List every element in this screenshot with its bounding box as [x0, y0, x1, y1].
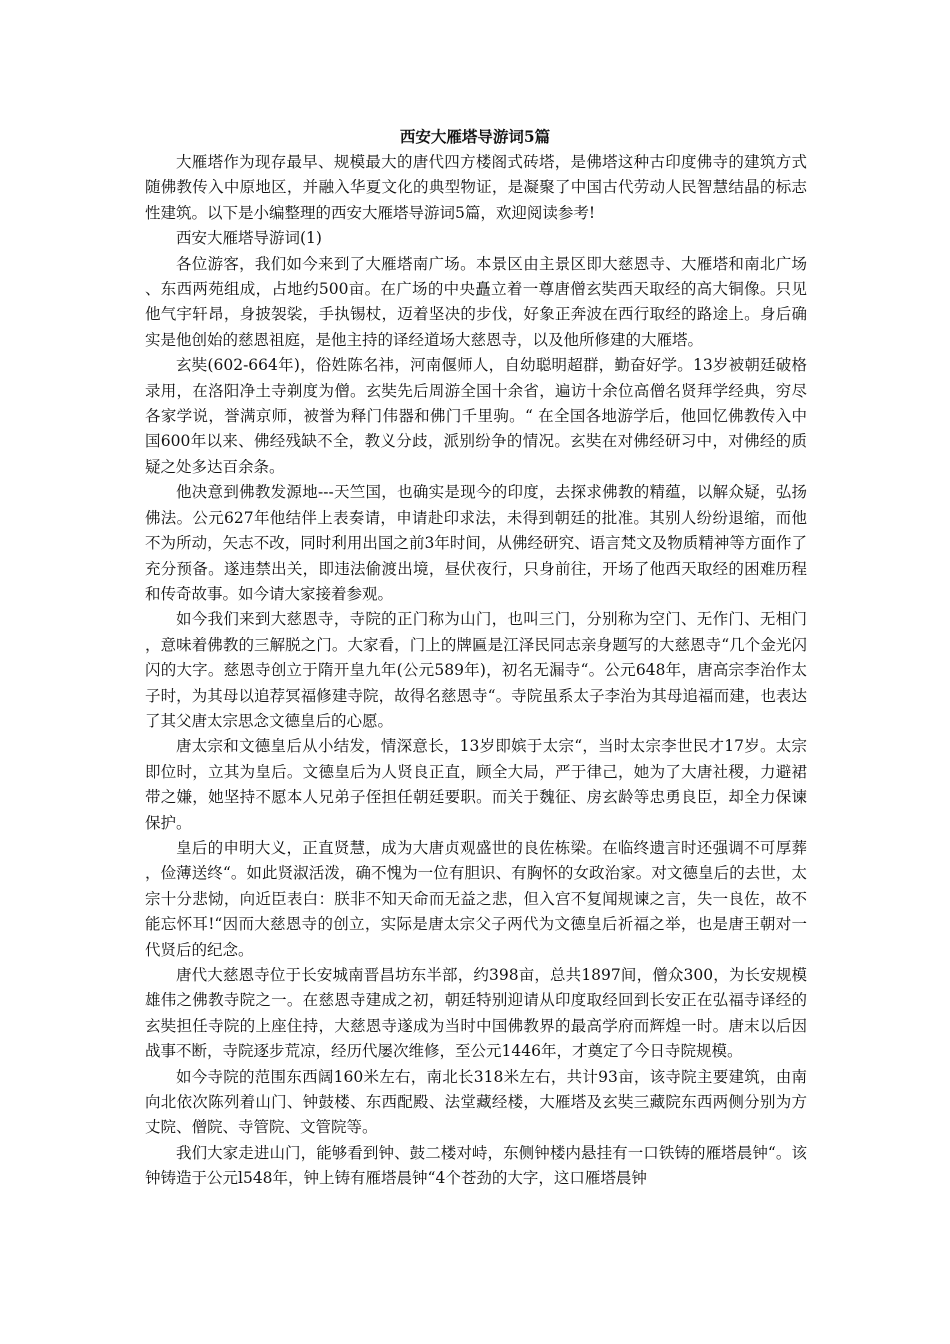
body-paragraph-8: 如今寺院的范围东西阔160米左右，南北长318米左右，共计93亩，该寺院主要建筑，由南向北依次陈列着山门、钟鼓楼、东西配殿、法堂藏经楼，大雁塔及玄奘三藏院东西两侧分别为方丈院、僧院、寺管院、文管院等。 [145, 1067, 807, 1137]
body-paragraph-2: 玄奘(602-664年)，俗姓陈名祎，河南偃师人，自幼聪明超群，勤奋好学。13岁被朝廷破格录用，在洛阳净土寺剃度为僧。玄奘先后周游全国十余省，遍访十余位高僧名贤拜学经典，穷尽各家学说，誉满京师，被誉为释门伟器和佛门千里驹。“ 在全国各地游学后，他回忆佛教传入中国600年以来、佛经残缺不全，教义分歧，派别纷争的情况。玄奘在对佛经研习中，对佛经的质疑之处多达百余条。 [145, 356, 807, 476]
body-paragraph-4: 如今我们来到大慈恩寺，寺院的正门称为山门，也叫三门，分别称为空门、无作门、无相门，意味着佛教的三解脱之门。大家看，门上的牌匾是江泽民同志亲身题写的大慈恩寺“几个金光闪闪的大字。慈恩寺创立于隋开皇九年(公元589年)，初名无漏寺“。公元648年，唐高宗李治作太子时，为其母以追荐冥福修建寺院，故得名慈恩寺“。寺院虽系太子李治为其母追福而建，也表达了其父唐太宗思念文德皇后的心愿。 [145, 610, 807, 730]
body-paragraph-1: 各位游客，我们如今来到了大雁塔南广场。本景区由主景区即大慈恩寺、大雁塔和南北广场、东西两苑组成，占地约500亩。在广场的中央矗立着一尊唐僧玄奘西天取经的高大铜像。只见他气宇轩昂，身披袈裟，手执锡杖，迈着坚决的步伐，好象正奔波在西行取经的路途上。身后确实是他创始的慈恩祖庭，是他主持的译经道场大慈恩寺，以及他所修建的大雁塔。 [145, 254, 807, 349]
body-paragraph-5: 唐太宗和文德皇后从小结发，情深意长，13岁即嫔于太宗“，当时太宗李世民才17岁。太宗即位时，立其为皇后。文德皇后为人贤良正直，顾全大局，严于律己，她为了大唐社稷，力避裙带之嫌，她坚持不愿本人兄弟子侄担任朝廷要职。而关于魏征、房玄龄等忠勇良臣，却全力保谏保护。 [145, 737, 807, 832]
intro-paragraph: 大雁塔作为现存最早、规模最大的唐代四方楼阁式砖塔，是佛塔这种古印度佛寺的建筑方式随佛教传入中原地区，并融入华夏文化的典型物证，是凝聚了中国古代劳动人民智慧结晶的标志性建筑。以下是小编整理的西安大雁塔导游词5篇，欢迎阅读参考! [145, 153, 807, 222]
body-paragraph-6: 皇后的申明大义，正直贤慧，成为大唐贞观盛世的良佐栋梁。在临终遗言时还强调不可厚葬，俭薄送终“。如此贤淑活泼，确不愧为一位有胆识、有胸怀的女政治家。对文德皇后的去世，太宗十分悲恸，向近臣表白：朕非不知天命而无益之悲，但入宫不复闻规谏之言，失一良佐，故不能忘怀耳!“因而大慈恩寺的创立，实际是唐太宗父子两代为文德皇后祈福之举，也是唐王朝对一代贤后的纪念。 [145, 838, 807, 959]
document-body [145, 150, 807, 1192]
body-paragraph-9: 我们大家走进山门，能够看到钟、鼓二楼对峙，东侧钟楼内悬挂有一口铁铸的雁塔晨钟“。该钟铸造于公元l548年，钟上铸有雁塔晨钟“4个苍劲的大字，这口雁塔晨钟 [145, 1143, 807, 1188]
document-title: 西安大雁塔导游词5篇 [399, 127, 551, 146]
body-paragraph-7: 唐代大慈恩寺位于长安城南晋昌坊东半部，约398亩，总共1897间，僧众300，为长安规模雄伟之佛教寺院之一。在慈恩寺建成之初，朝廷特别迎请从印度取经回到长安正在弘福寺译经的玄奘担任寺院的上座住持，大慈恩寺遂成为当时中国佛教界的最高学府而辉煌一时。唐末以后因战事不断，寺院逐步荒凉，经历代屡次维修，至公元1446年，才奠定了今日寺院规模。 [145, 966, 807, 1061]
body-paragraph-3: 他决意到佛教发源地---天竺国，也确实是现今的印度，去探求佛教的精蕴，以解众疑，弘扬佛法。公元627年他结伴上表奏请，申请赴印求法，未得到朝廷的批准。其别人纷纷退缩，而他不为所动，矢志不改，同时利用出国之前3年时间，从佛经研究、语言梵文及物质精神等方面作了充分预备。遂违禁出关，即违法偷渡出境，昼伏夜行，只身前往，开场了他西天取经的困难历程和传奇故事。如今请大家接着参观。 [145, 483, 807, 603]
section-heading: 西安大雁塔导游词(1) [176, 229, 322, 248]
